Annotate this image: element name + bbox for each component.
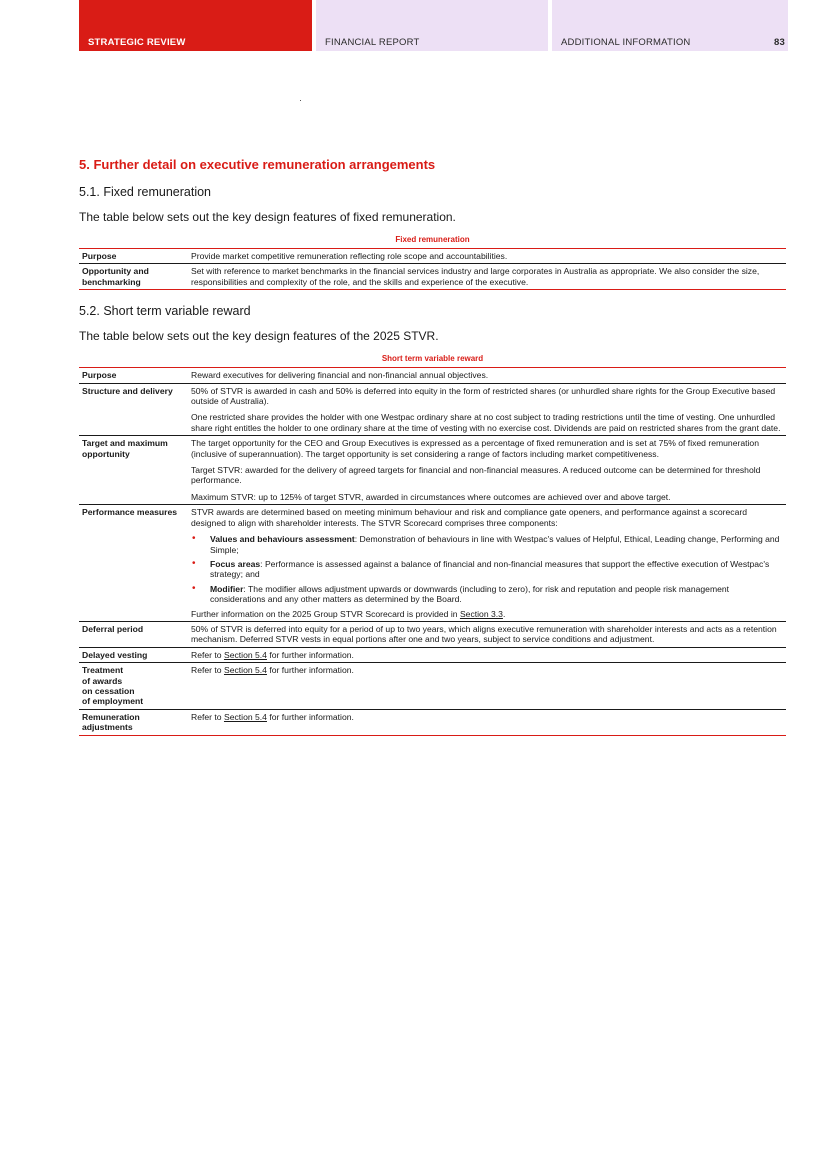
tab-financial-report-label: FINANCIAL REPORT	[325, 37, 420, 48]
list-item	[191, 534, 783, 555]
table-row	[79, 663, 786, 710]
row-key: Purpose	[82, 370, 117, 381]
paragraph	[191, 609, 783, 619]
list-item	[191, 584, 783, 605]
list-item-text: : Performance is assessed against a balance of financial and non-financial measures that support the effective execution of Westpac's strategy; and	[210, 558, 770, 580]
tab-financial-report[interactable]	[316, 0, 548, 51]
row-value: 50% of STVR is deferred into equity for a period of up to two years, which aligns executive remuneration with shareholder interests and acts as a retention mechanism. Deferred STVR vests in equal portions after one and two years, subject to service conditions and adjustment.	[191, 623, 777, 645]
scorecard-ref-text: Further information on the 2025 Group STVR Scorecard is provided in	[191, 608, 460, 619]
paragraph: One restricted share provides the holder with one Westpac ordinary share at no cost subject to trading restrictions until the time of vesting. One unhurdled share right entitles the holder to one ordinary share at the time of vesting with no exercise cost. Dividends are paid on restricted shares from the grant date.	[191, 412, 781, 433]
list-item-title: Focus areas	[210, 558, 261, 569]
paragraph: STVR awards are determined based on meeting minimum behaviour and risk and compliance gate openers, and performance against a scorecard designed to align with shareholder interests. The STVR Scorecard comprises three components:	[191, 507, 748, 528]
section-5-4-link[interactable]: Section 5.4	[223, 649, 267, 660]
refer-text: Refer to	[191, 711, 224, 722]
tab-strategic-review[interactable]	[79, 0, 312, 51]
row-key: Remuneration adjustments	[82, 711, 140, 733]
row-value: Provide market competitive remuneration reflecting role scope and accountabilities.	[191, 251, 508, 261]
section-3-3-link[interactable]: Section 3.3	[459, 608, 503, 619]
list-item-title: Modifier	[210, 583, 244, 594]
row-key: Opportunity and benchmarking	[82, 266, 149, 287]
fixed-table-title: Fixed remuneration	[395, 235, 470, 244]
table-row	[79, 647, 786, 662]
list-item-text: : The modifier allows adjustment upwards or downwards (including to zero), for risk and reputation and people risk management considerations and any other matters as determined by the Board.	[210, 583, 730, 605]
stvr-table-title: Short term variable reward	[381, 354, 484, 364]
row-value	[188, 663, 786, 710]
scorecard-components-list	[191, 534, 783, 604]
fixed-remuneration-intro: The table below sets out the key design features of fixed remuneration.	[79, 210, 456, 224]
row-key: Target and maximum opportunity	[82, 438, 168, 459]
row-value: Set with reference to market benchmarks in the financial services industry and large corporates in Australia as appropriate. We also consider the size, responsibilities and complexity of the role, and the skills and experience of the executive.	[191, 266, 760, 287]
table-row	[79, 249, 786, 264]
row-key: Performance measures	[82, 507, 178, 518]
row-key: Purpose	[82, 251, 117, 261]
paragraph: The target opportunity for the CEO and Group Executives is expressed as a percentage of fixed remuneration and is set at 75% of fixed remuneration (inclusive of superannuation). The target opportunity is set considering a range of factors including market competitiveness.	[191, 438, 759, 459]
row-value	[188, 709, 786, 735]
table-row	[79, 621, 786, 647]
refer-text-end: for further information.	[266, 711, 354, 722]
bullet-icon: •	[192, 582, 196, 594]
table-row	[79, 264, 786, 290]
refer-text-end: for further information.	[266, 649, 354, 660]
bullet-icon: •	[192, 557, 196, 569]
row-value: Reward executives for delivering financial and non-financial annual objectives.	[191, 370, 489, 381]
list-item-text: : Demonstration of behaviours in line with Westpac's values of Helpful, Ethical, Leading change, Performing and Simple;	[210, 534, 780, 555]
fixed-remuneration-table	[79, 248, 786, 290]
stray-dot	[300, 100, 301, 101]
row-key: Delayed vesting	[82, 649, 148, 660]
row-key: Deferral period	[82, 623, 144, 634]
table-row	[79, 383, 786, 436]
tab-additional-information[interactable]	[552, 0, 788, 51]
row-value	[188, 436, 786, 505]
section-title: 5. Further detail on executive remuneration arrangements	[79, 157, 436, 172]
stvr-heading: 5.2. Short term variable reward	[79, 304, 251, 319]
tab-additional-information-label: ADDITIONAL INFORMATION	[561, 37, 691, 48]
scorecard-ref-end: .	[502, 608, 506, 619]
refer-text: Refer to	[191, 665, 224, 676]
row-key: Treatment of awards on cessation of employment	[82, 665, 144, 707]
stvr-table	[79, 367, 786, 735]
bullet-icon: •	[192, 533, 196, 545]
table-row	[79, 436, 786, 505]
row-key: Structure and delivery	[82, 385, 173, 396]
row-value	[188, 505, 786, 622]
list-item-title: Values and behaviours assessment	[210, 534, 355, 545]
refer-text-end: for further information.	[266, 665, 354, 676]
paragraph: Maximum STVR: up to 125% of target STVR, awarded in circumstances where outcomes are achieved over and above target.	[191, 491, 671, 502]
page-number: 83	[774, 37, 785, 48]
refer-text: Refer to	[191, 649, 224, 660]
table-row	[79, 709, 786, 735]
section-5-4-link[interactable]: Section 5.4	[223, 711, 267, 722]
paragraph: Target STVR: awarded for the delivery of agreed targets for financial and non-financial measures. A reduced outcome can be determined for threshold performance.	[191, 465, 761, 486]
tab-strategic-review-label: STRATEGIC REVIEW	[88, 37, 186, 48]
list-item	[191, 559, 783, 580]
section-5-4-link[interactable]: Section 5.4	[223, 665, 267, 676]
stvr-intro: The table below sets out the key design features of the 2025 STVR.	[79, 329, 439, 344]
table-row	[79, 368, 786, 383]
table-row	[79, 505, 786, 622]
fixed-remuneration-heading: 5.1. Fixed remuneration	[79, 185, 212, 199]
paragraph: 50% of STVR is awarded in cash and 50% is deferred into equity in the form of restricted shares (or unhurdled share rights for the Group Executive based outside of Australia).	[191, 385, 776, 407]
row-value	[188, 383, 786, 436]
row-value	[188, 647, 786, 662]
main-content	[79, 156, 786, 736]
